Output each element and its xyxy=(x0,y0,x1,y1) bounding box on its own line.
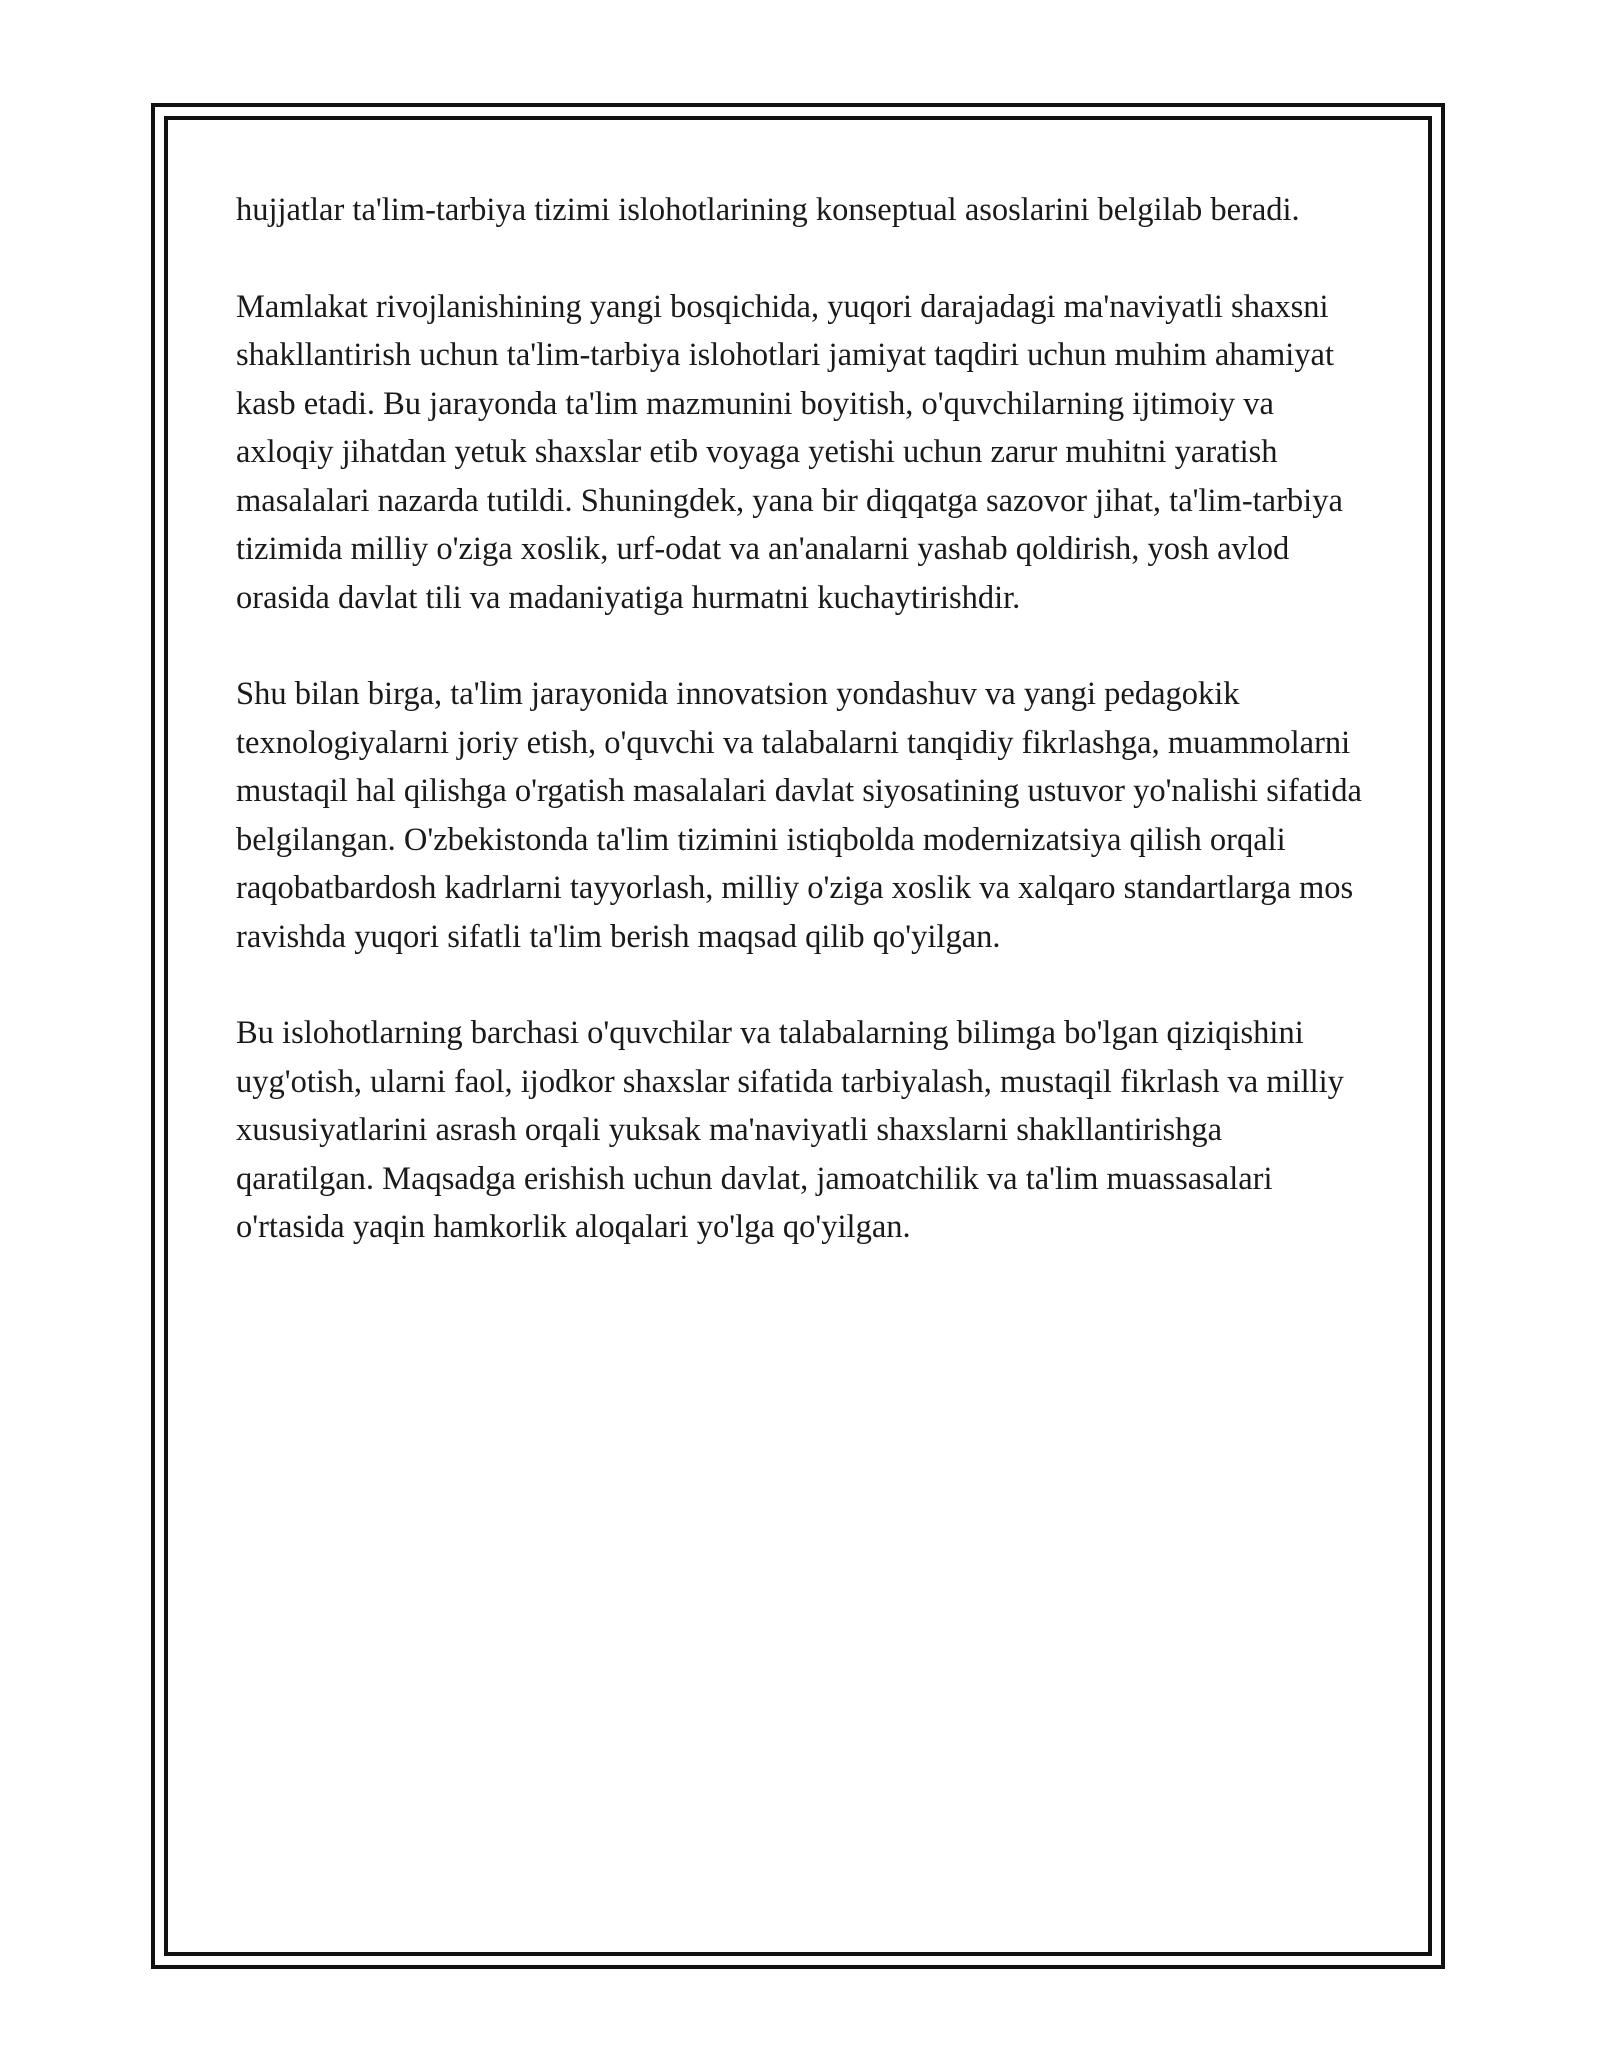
document-body xyxy=(236,186,1366,1300)
paragraph-3: Shu bilan birga, ta'lim jarayonida innovatsion yondashuv va yangi pedagokik texnologiyalarni joriy etish, o'quvchi va talabalarni tanqidiy fikrlashga, muammolarni mustaqil hal qilishga o'rgatish masalalari davlat siyosatining ustuvor yo'nalishi sifatida belgilangan. O'zbekistonda ta'lim tizimini istiqbolda modernizatsiya qilish orqali raqobatbardosh kadrlarni tayyorlash, milliy o'ziga xoslik va xalqaro standartlarga mos ravishda yuqori sifatli ta'lim berish maqsad qilib qo'yilgan. xyxy=(236,676,1362,955)
paragraph-2: Mamlakat rivojlanishining yangi bosqichida, yuqori darajadagi ma'naviyatli shaxsni shakllantirish uchun ta'lim-tarbiya islohotlari jamiyat taqdiri uchun muhim ahamiyat kasb etadi. Bu jarayonda ta'lim mazmunini boyitish, o'quvchilarning ijtimoiy va axloqiy jihatdan yetuk shaxslar etib voyaga yetishi uchun zarur muhitni yaratish masalalari nazarda tutildi. Shuningdek, yana bir diqqatga sazovor jihat, ta'lim-tarbiya tizimida milliy o'ziga xoslik, urf-odat va an'analarni yashab qoldirish, yosh avlod orasida davlat tili va madaniyatiga hurmatni kuchaytirishdir. xyxy=(236,288,1343,616)
paragraph-4: Bu islohotlarning barchasi o'quvchilar va talabalarning bilimga bo'lgan qiziqishini uyg'otish, ularni faol, ijodkor shaxslar sifatida tarbiyalash, mustaqil fikrlash va milliy xususiyatlarini asrash orqali yuksak ma'naviyatli shaxslarni shakllantirishga qaratilgan. Maqsadga erishish uchun davlat, jamoatchilik va ta'lim muassasalari o'rtasida yaqin hamkorlik aloqalari yo'lga qo'yilgan. xyxy=(236,1015,1344,1245)
paragraph-1: hujjatlar ta'lim-tarbiya tizimi islohotlarining konseptual asoslarini belgilab beradi. xyxy=(236,192,1300,228)
